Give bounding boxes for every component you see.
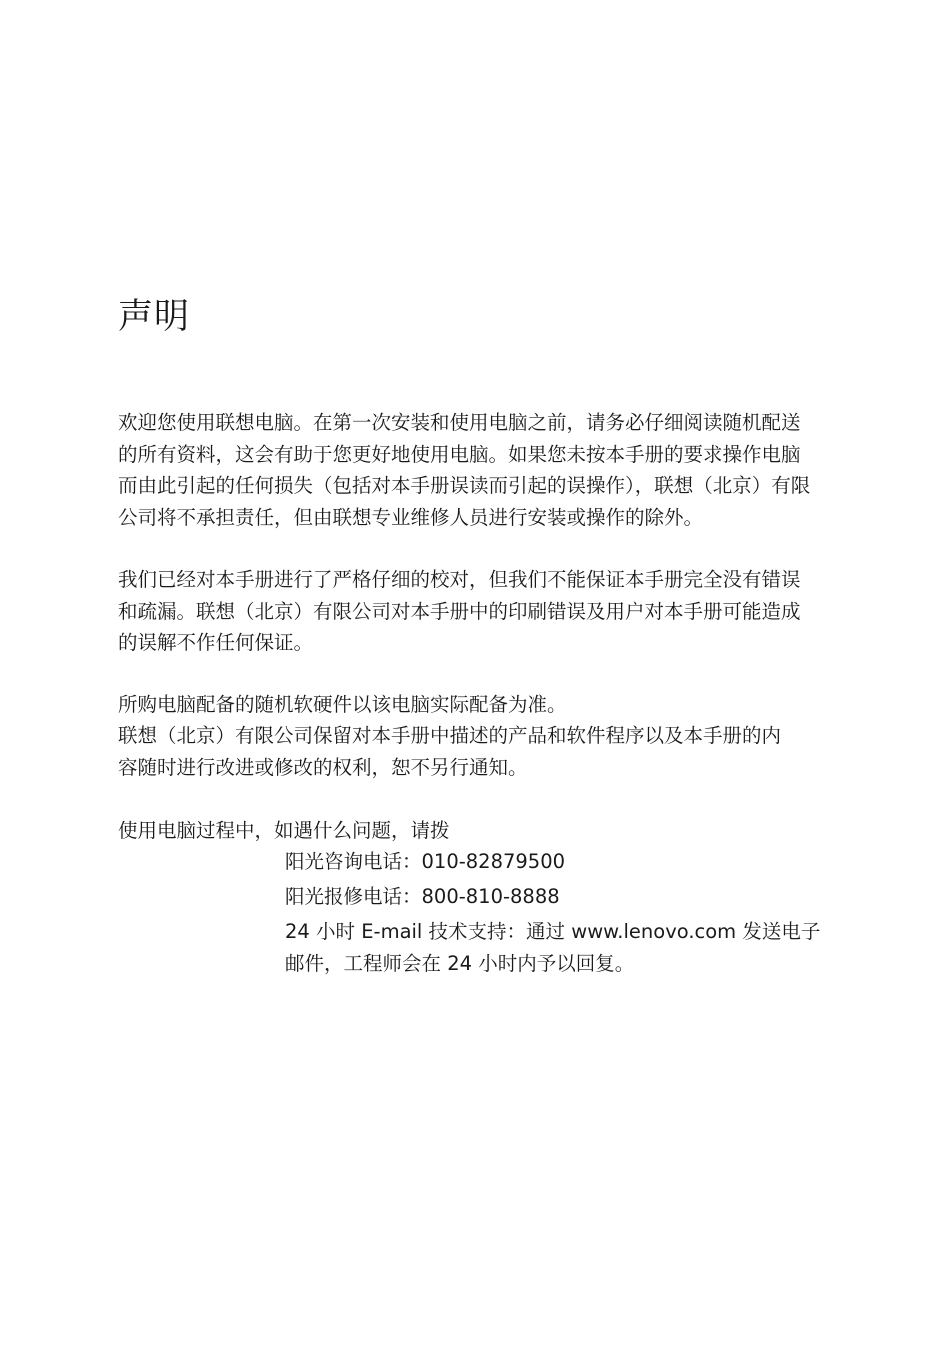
text-line: 欢迎您使用联想电脑。在第一次安装和使用电脑之前，请务必仔细阅读随机配送 [118, 411, 801, 434]
text-line: 联想（北京）有限公司保留对本手册中描述的产品和软件程序以及本手册的内 [118, 724, 782, 747]
email-support-line: 邮件，工程师会在 24 小时内予以回复。 [285, 951, 635, 975]
text-line: 所购电脑配备的随机软硬件以该电脑实际配备为准。 [118, 693, 567, 716]
text-line: 的所有资料，这会有助于您更好地使用电脑。如果您未按本手册的要求操作电脑 [118, 442, 801, 466]
text-line: 而由此引起的任何损失（包括对本手册误读而引起的误操作），联想（北京）有限 [118, 474, 811, 497]
text-line: 容随时进行改进或修改的权利，恕不另行通知。 [118, 755, 528, 779]
email-support-line: 24 小时 E-mail 技术支持：通过 www.lenovo.com 发送电子 [285, 920, 821, 943]
consult-phone-line: 阳光咨询电话：010-82879500 [285, 850, 566, 873]
configuration-paragraph [118, 689, 830, 721]
text-line: 的误解不作任何保证。 [118, 631, 314, 654]
page-title: 声明 [118, 297, 191, 337]
rights-paragraph [118, 720, 830, 783]
proofreading-paragraph [118, 564, 830, 659]
contact-intro: 使用电脑过程中，如遇什么问题，请拨 [118, 819, 450, 842]
repair-phone-line: 阳光报修电话：800-810-8888 [285, 885, 560, 908]
intro-paragraph [118, 407, 830, 533]
text-line: 我们已经对本手册进行了严格仔细的校对，但我们不能保证本手册完全没有错误 [118, 568, 801, 591]
contact-list [285, 846, 830, 979]
text-line: 公司将不承担责任，但由联想专业维修人员进行安装或操作的除外。 [118, 505, 704, 529]
text-line: 和疏漏。联想（北京）有限公司对本手册中的印刷错误及用户对本手册可能造成 [118, 599, 801, 623]
